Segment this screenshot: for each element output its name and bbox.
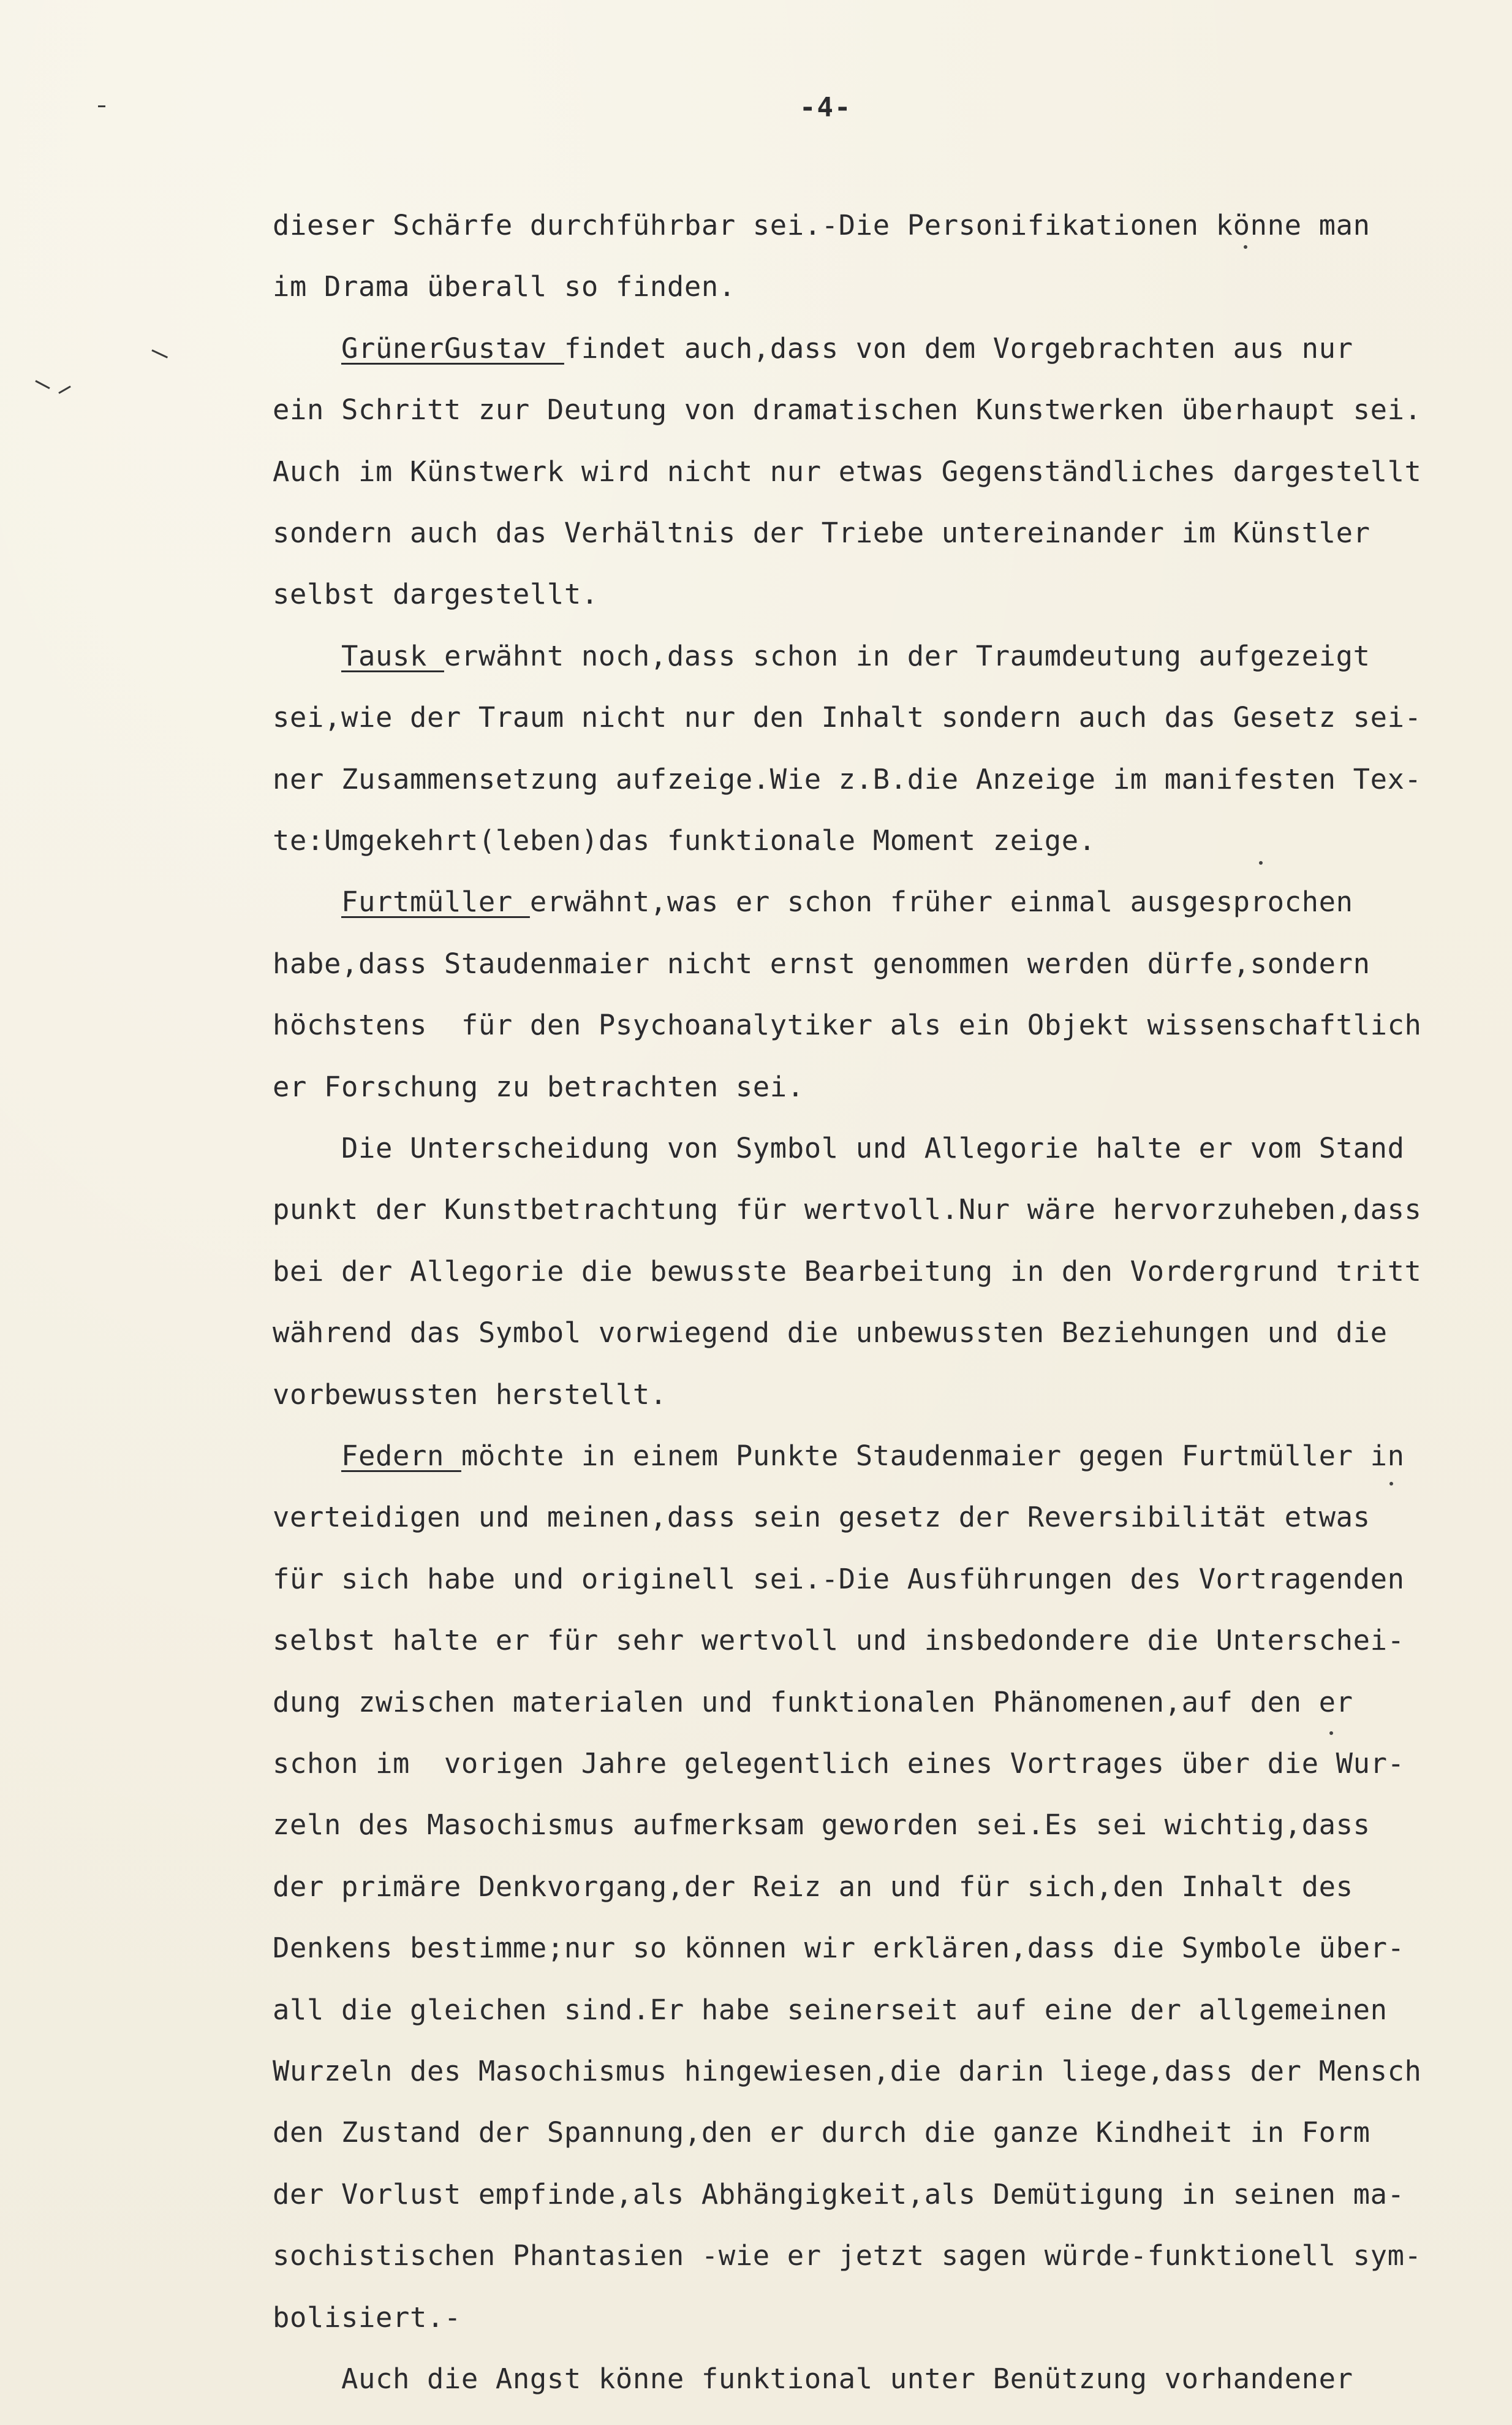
ink-dot (1389, 1482, 1393, 1486)
text-line (273, 1745, 1498, 1782)
line-text: für sich habe und originell sei.-Die Ausführungen des Vortragenden (273, 1562, 1405, 1595)
text-line (273, 2053, 1498, 2090)
ink-dot (1244, 245, 1247, 249)
line-text: Wurzeln des Masochismus hingewiesen,die darin liege,dass der Mensch (273, 2055, 1422, 2087)
line-text: vorbewussten herstellt. (273, 1378, 667, 1411)
text-line (273, 454, 1498, 490)
text-line (273, 1007, 1498, 1044)
line-text: er Forschung zu betrachten sei. (273, 1070, 804, 1103)
text-line (273, 1191, 1498, 1228)
text-line (273, 822, 1498, 859)
line-text: selbst halte er für sehr wertvoll und insbedondere die Unterschei- (273, 1624, 1405, 1657)
speaker-name: Federn (341, 1440, 461, 1472)
text-line (273, 699, 1498, 736)
text-line (273, 1930, 1498, 1967)
text-line (273, 1376, 1498, 1413)
line-text: verteidigen und meinen,dass sein gesetz der Reversibilität etwas (273, 1501, 1370, 1534)
line-text: punkt der Kunstbetrachtung für wertvoll.Nur wäre hervorzuheben,dass (273, 1193, 1422, 1226)
text-line (273, 1992, 1498, 2028)
line-text: dieser Schärfe durchführbar sei.-Die Personifikationen könne man (273, 209, 1370, 241)
line-text (273, 1440, 341, 1472)
margin-pen-mark (35, 380, 50, 389)
text-line (273, 2237, 1498, 2274)
text-line (273, 1622, 1498, 1659)
text-line (273, 761, 1498, 798)
line-text: Denkens bestimme;nur so können wir erklären,dass die Symbole über- (273, 1932, 1405, 1965)
line-text: erwähnt,was er schon früher einmal ausgesprochen (529, 886, 1353, 919)
text-line (273, 1499, 1498, 1536)
text-line (273, 1561, 1498, 1598)
line-text: findet auch,dass von dem Vorgebrachten aus nur (564, 332, 1353, 365)
text-line (273, 515, 1498, 552)
line-text: selbst dargestellt. (273, 578, 599, 611)
ink-dot (1259, 861, 1263, 865)
text-line (273, 1253, 1498, 1290)
line-text (273, 886, 341, 918)
line-text: zeln des Masochismus aufmerksam geworden sei.Es sei wichtig,dass (273, 1808, 1370, 1842)
line-text: schon im vorigen Jahre gelegentlich eines Vortrages über die Wur- (273, 1747, 1405, 1780)
text-line (273, 576, 1498, 613)
page-number: -4- (799, 92, 852, 123)
line-text: erwähnt noch,dass schon in der Traumdeutung aufgezeigt (444, 639, 1370, 672)
line-text: möchte in einem Punkte Staudenmaier gegen Furtmüller in (461, 1440, 1405, 1472)
text-line (273, 207, 1498, 244)
text-line (273, 1438, 1498, 1474)
text-line (273, 1807, 1498, 1843)
speaker-name: Tausk (341, 639, 444, 672)
line-text: sei,wie der Traum nicht nur den Inhalt sondern auch das Gesetz sei- (273, 701, 1422, 734)
text-line (273, 268, 1498, 305)
margin-pen-mark (98, 105, 105, 107)
line-text (273, 640, 341, 672)
ink-dot (1329, 1731, 1333, 1735)
text-line (273, 638, 1498, 675)
text-line (273, 2176, 1498, 2213)
text-line (273, 884, 1498, 920)
line-text: der Vorlust empfinde,als Abhängigkeit,als Demütigung in seinen ma- (273, 2177, 1405, 2211)
text-line (273, 946, 1498, 982)
speaker-name: GrünerGustav (341, 332, 564, 365)
line-text: der primäre Denkvorgang,der Reiz an und für sich,den Inhalt des (273, 1870, 1353, 1903)
text-line (273, 2299, 1498, 2336)
line-text: ein Schritt zur Deutung von dramatischen Kunstwerken überhaupt sei. (273, 393, 1422, 427)
line-text: bei der Allegorie die bewusste Bearbeitung in den Vordergrund tritt (273, 1254, 1422, 1288)
line-text: all die gleichen sind.Er habe seinerseit auf eine der allgemeinen (273, 1993, 1388, 2026)
text-line (273, 392, 1498, 428)
line-text: höchstens für den Psychoanalytiker als ein Objekt wissenschaftlich (273, 1009, 1422, 1042)
line-text: Auch die Angst könne funktional unter Benützung vorhandener (273, 2362, 1353, 2395)
line-text: während das Symbol vorwiegend die unbewussten Beziehungen und die (273, 1316, 1388, 1349)
line-text (273, 332, 341, 365)
line-text: im Drama überall so finden. (273, 270, 736, 303)
line-text: sondern auch das Verhältnis der Triebe untereinander im Künstler (273, 517, 1370, 549)
line-text: sochistischen Phantasien -wie er jetzt sagen würde-funktionell sym- (273, 2239, 1422, 2272)
text-line (273, 330, 1498, 367)
text-line (273, 1315, 1498, 1351)
line-text: Die Unterscheidung von Symbol und Allegorie halte er vom Stand (273, 1132, 1405, 1164)
text-line (273, 1069, 1498, 1106)
line-text: den Zustand der Spannung,den er durch die ganze Kindheit in Form (273, 2116, 1370, 2149)
speaker-name: Furtmüller (341, 886, 530, 919)
margin-pen-mark (151, 349, 168, 359)
line-text: Auch im Künstwerk wird nicht nur etwas Gegenständliches dargestellt (273, 455, 1422, 488)
text-line (273, 1684, 1498, 1721)
line-text: bolisiert.- (273, 2301, 461, 2334)
line-text: te:Umgekehrt(leben)das funktionale Moment zeige. (273, 824, 1096, 857)
line-text: dung zwischen materialen und funktionalen Phänomenen,auf den er (273, 1685, 1353, 1718)
line-text: habe,dass Staudenmaier nicht ernst genommen werden dürfe,sondern (273, 947, 1370, 980)
text-line (273, 1130, 1498, 1167)
text-line (273, 2361, 1498, 2397)
text-line (273, 2114, 1498, 2151)
line-text: ner Zusammensetzung aufzeige.Wie z.B.die Anzeige im manifesten Tex- (273, 762, 1422, 795)
text-line (273, 1869, 1498, 1905)
margin-pen-mark (58, 385, 71, 394)
